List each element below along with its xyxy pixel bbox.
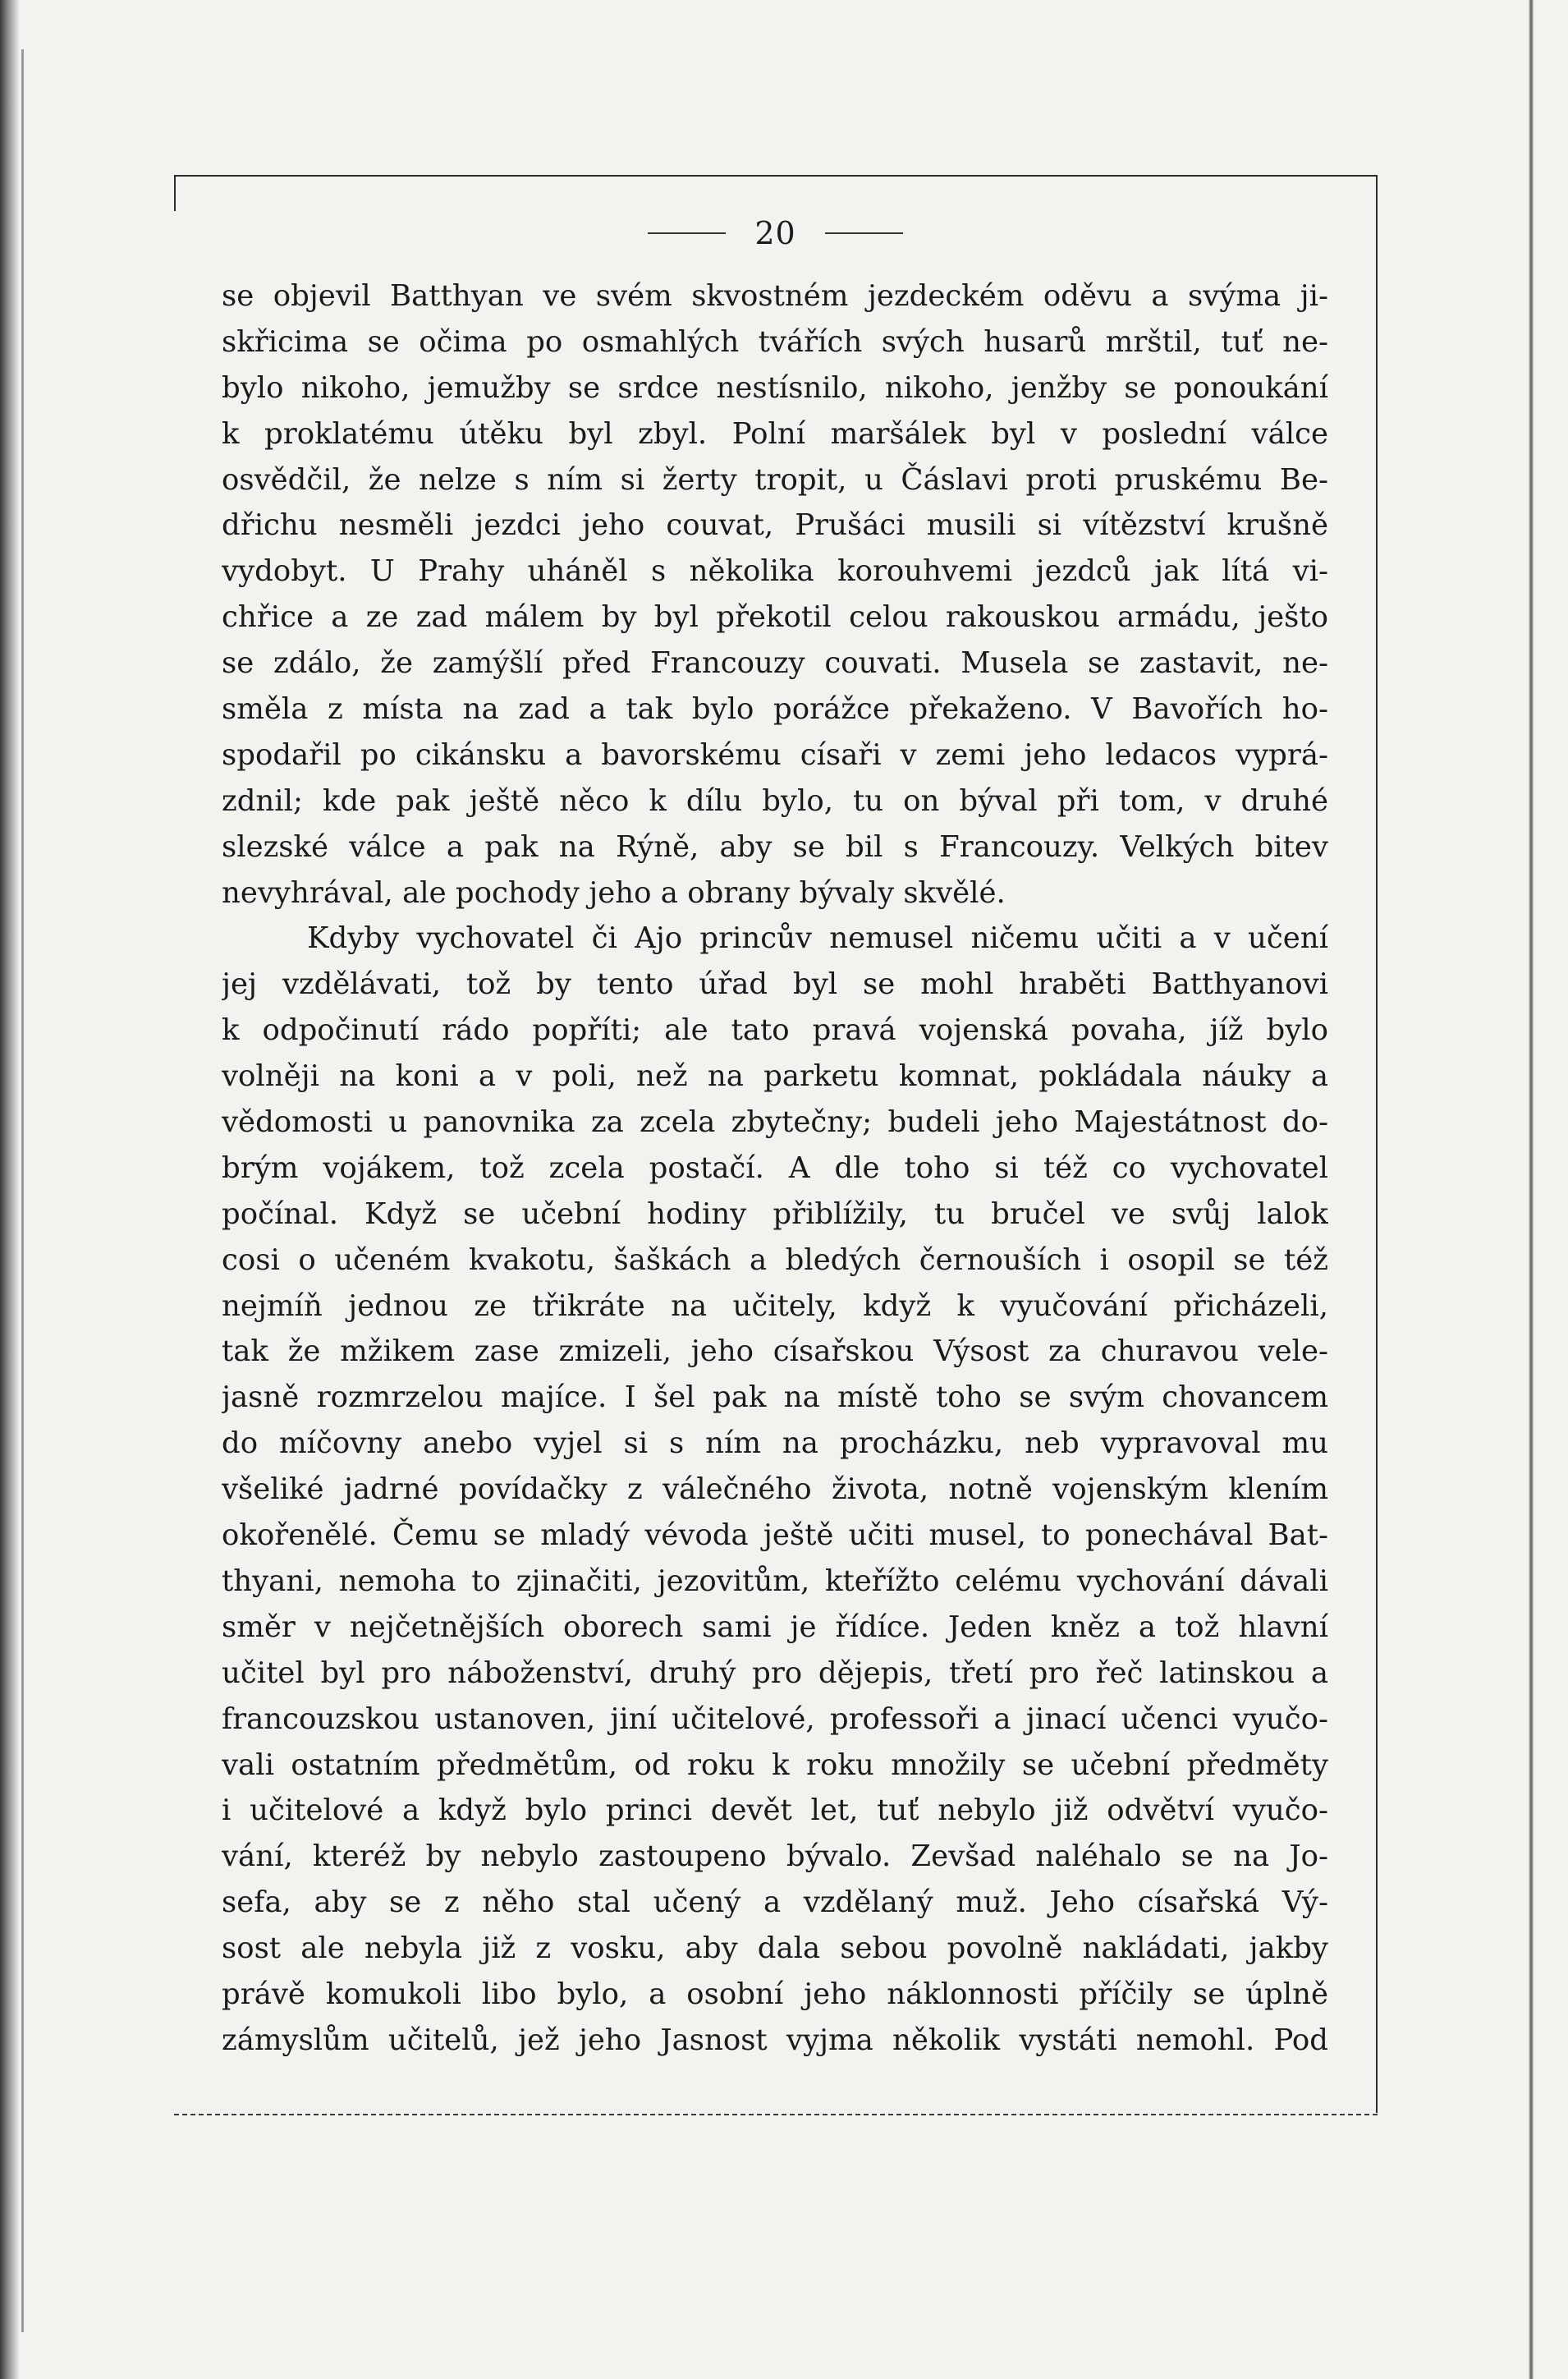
page-number: 20 xyxy=(754,215,796,251)
text-line: volněji na koni a v poli, než na parketu komnat, pokládala náuky a xyxy=(222,1059,1328,1094)
text-line: směr v nejčetnějších oborech sami je řídíce. Jeden kněz a tož hlavní xyxy=(222,1610,1328,1644)
text-line: k proklatému útěku byl zbyl. Polní maršálek byl v poslední válce xyxy=(222,416,1328,451)
text-line: tak že mžikem zase zmizeli, jeho císařskou Výsost za churavou vele- xyxy=(222,1334,1328,1369)
text-line: sefa, aby se z něho stal učený a vzdělaný muž. Jeho císařská Vý- xyxy=(222,1885,1328,1920)
text-line: spodařil po cikánsku a bavorskému císaři v zemi jeho ledacos vyprá- xyxy=(222,737,1328,772)
text-line: zdnil; kde pak ještě něco k dílu bylo, tu on býval při tom, v druhé xyxy=(222,783,1328,818)
text-line: sost ale nebyla již z vosku, aby dala sebou povolně nakládati, jakby xyxy=(222,1931,1328,1966)
scan-page-edge-left xyxy=(21,49,24,2332)
page-frame-right xyxy=(1376,175,1378,2113)
text-line: nevyhrával, ale pochody jeho a obrany bývaly skvělé. xyxy=(222,875,1006,910)
text-line: i učitelové a když bylo princi devět let, tuť nebylo již odvětví vyučo- xyxy=(222,1793,1328,1828)
text-line: učitel byl pro náboženství, druhý pro dějepis, třetí pro řeč latinskou a xyxy=(222,1656,1328,1690)
text-line: směla z místa na zad a tak bylo porážce překaženo. V Bavořích ho- xyxy=(222,692,1328,727)
text-line: zámyslům učitelů, jež jeho Jasnost vyjma několik vystáti nemohl. Pod xyxy=(222,2023,1328,2057)
text-line: vali ostatním předmětům, od roku k roku množily se učební předměty xyxy=(222,1748,1328,1782)
text-line: právě komukoli libo bylo, a osobní jeho náklonnosti příčily se úplně xyxy=(222,1977,1328,2011)
header-rule-right xyxy=(825,232,903,234)
text-line: k odpočinutí rádo popříti; ale tato pravá vojenská povaha, jíž bylo xyxy=(222,1013,1328,1048)
page-header xyxy=(174,215,1377,264)
text-line: vání, kteréž by nebylo zastoupeno bývalo. Zevšad naléhalo se na Jo- xyxy=(222,1839,1328,1874)
text-line: slezské válce a pak na Rýně, aby se bil s Francouzy. Velkých bitev xyxy=(222,829,1328,864)
text-line: dřichu nesměli jezdci jeho couvat, Prušáci musili si vítězství krušně xyxy=(222,508,1328,543)
text-line: vydobyt. U Prahy uháněl s několika korouhvemi jezdců jak lítá vi- xyxy=(222,554,1328,589)
text-line: chřice a ze zad málem by byl překotil celou rakouskou armádu, ješto xyxy=(222,600,1328,635)
header-rule-left xyxy=(648,232,726,234)
body-text xyxy=(222,273,1328,2105)
text-line: okořenělé. Čemu se mladý vévoda ještě učiti musel, to ponechával Bat- xyxy=(222,1518,1328,1553)
text-line: všeliké jadrné povídačky z válečného života, notně vojenským klením xyxy=(222,1472,1328,1507)
text-line: bylo nikoho, jemužby se srdce nestísnilo, nikoho, jenžby se ponoukání xyxy=(222,370,1328,405)
text-line: thyani, nemoha to zjinačiti, jezovitům, kteřížto celému vychování dávali xyxy=(222,1564,1328,1598)
paragraph-start-line: Kdyby vychovatel či Ajo princův nemusel ničemu učiti a v učení xyxy=(307,921,1328,956)
text-line: osvědčil, že nelze s ním si žerty tropit, u Čáslavi proti pruskému Be- xyxy=(222,462,1328,497)
text-line: skřicima se očima po osmahlých tvářích svých husarů mrštil, tuť ne- xyxy=(222,324,1328,359)
text-line: francouzskou ustanoven, jiní učitelové, professoři a jinací učenci vyučo- xyxy=(222,1702,1328,1736)
text-line: nejmíň jednou ze třikráte na učitely, když k vyučování přicházeli, xyxy=(222,1288,1328,1323)
text-line: jej vzdělávati, tož by tento úřad byl se mohl hraběti Batthyanovi xyxy=(222,967,1328,1002)
page-frame-bottom xyxy=(174,2114,1378,2115)
text-line: počínal. Když se učební hodiny přiblížily, tu bručel ve svůj lalok xyxy=(222,1196,1328,1231)
text-line: jasně rozmrzelou majíce. I šel pak na místě toho se svým chovancem xyxy=(222,1380,1328,1415)
scan-page-edge-right xyxy=(1529,0,1534,2379)
text-line: cosi o učeném kvakotu, šaškách a bledých černouších i osopil se též xyxy=(222,1242,1328,1277)
text-line: do míčovny anebo vyjel si s ním na procházku, neb vypravoval mu xyxy=(222,1426,1328,1461)
page-frame-left-tick xyxy=(174,175,176,211)
scan-binding-shadow xyxy=(0,0,20,2379)
text-line: se zdálo, že zamýšlí před Francouzy couvati. Musela se zastavit, ne- xyxy=(222,646,1328,681)
text-line: se objevil Batthyan ve svém skvostném jezdeckém oděvu a svýma ji- xyxy=(222,279,1328,313)
page-frame-top xyxy=(174,175,1377,177)
text-line: vědomosti u panovnika za zcela zbytečny; budeli jeho Majestátnost do- xyxy=(222,1105,1328,1140)
text-line: brým vojákem, tož zcela postačí. A dle toho si též co vychovatel xyxy=(222,1150,1328,1185)
